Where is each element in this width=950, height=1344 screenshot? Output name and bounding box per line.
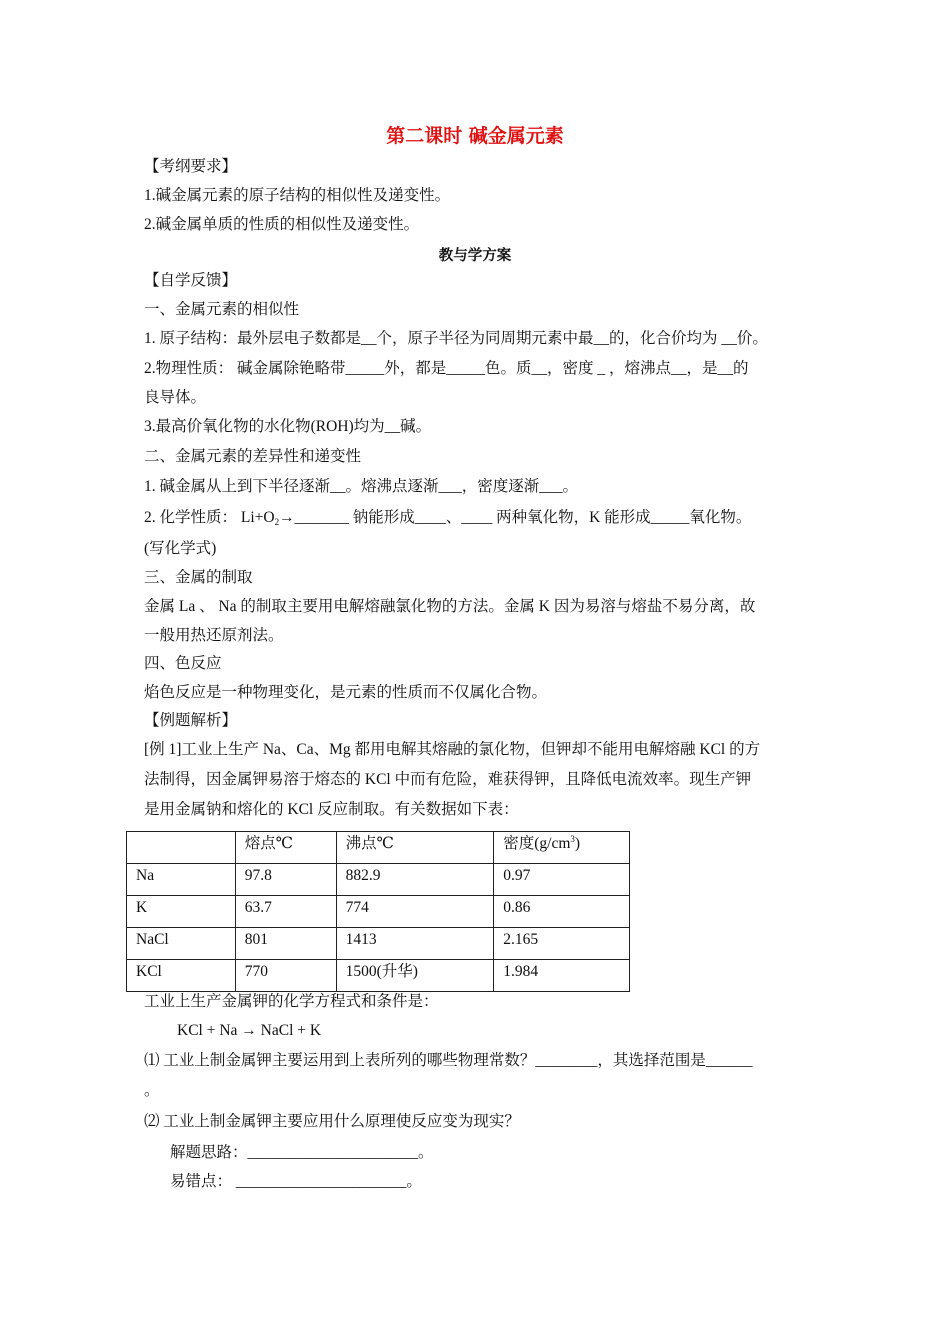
table-cell: 0.97 (494, 864, 630, 896)
example-paragraph-3: 是用金属钠和熔化的 KCl 反应制取。有关数据如下表： (144, 801, 519, 818)
density-unit-superscript: 3 (570, 834, 575, 844)
table-header-cell: 沸点℃ (336, 832, 494, 864)
table-cell: 63.7 (235, 896, 336, 928)
table-row (127, 864, 630, 896)
table-row (127, 960, 630, 992)
table-cell: 0.86 (494, 896, 630, 928)
table-header-cell: 熔点℃ (235, 832, 336, 864)
table-cell: KCl (127, 960, 236, 992)
section-1-line-3: 良导体。 (144, 389, 207, 406)
section-4-line-1: 焰色反应是一种物理变化，是元素的性质而不仅属化合物。 (144, 684, 548, 701)
question-1: ⑴ 工业上制金属钾主要运用到上表所列的哪些物理常数？________，其选择范围是______ (144, 1052, 753, 1069)
syllabus-heading: 【考纲要求】 (144, 158, 238, 175)
section-3-heading: 三、金属的制取 (144, 569, 253, 586)
table-cell: 882.9 (336, 864, 494, 896)
table-cell: 801 (235, 928, 336, 960)
table-cell: 774 (336, 896, 494, 928)
section-3-line-2: 一般用热还原剂法。 (144, 627, 284, 644)
table-cell: 1500(升华) (336, 960, 494, 992)
o2-subscript: 2 (274, 517, 280, 527)
example-paragraph-2: 法制得，因金属钾易溶于熔态的 KCl 中而有危险，难获得钾，且降低电流效率。现生产钾 (144, 771, 752, 788)
density-header-text: 密度(g/cm (503, 835, 571, 852)
self-study-heading: 【自学反馈】 (144, 272, 238, 289)
li-o2-prefix: 2. 化学性质： Li+O (144, 509, 275, 526)
thinking-blank: 解题思路：______________________。 (170, 1144, 434, 1161)
li-o2-rest: →_______ 钠能形成____、____ 两种氧化物，K 能形成_____氧化物。 (279, 509, 752, 526)
plan-heading: 教与学方案 (438, 248, 512, 264)
question-2: ⑵ 工业上制金属钾主要应用什么原理使反应变为现实？ (144, 1113, 520, 1130)
table-header-cell (494, 832, 630, 864)
table-cell: NaCl (127, 928, 236, 960)
section-2-heading: 二、金属元素的差异性和递变性 (144, 448, 362, 465)
density-header-close: ) (574, 835, 581, 852)
question-1-continuation: 。 (144, 1082, 160, 1099)
table-cell: K (127, 896, 236, 928)
example-heading: 【例题解析】 (144, 712, 238, 729)
table-cell: Na (127, 864, 236, 896)
table-cell: 1.984 (494, 960, 630, 992)
page-title: 第二课时 碱金属元素 (386, 125, 564, 147)
section-1-line-4: 3.最高价氧化物的水化物(ROH)均为__碱。 (144, 418, 432, 435)
section-2-line-2 (144, 508, 751, 528)
table-header-row (127, 832, 630, 864)
equation-intro: 工业上生产金属钾的化学方程式和条件是： (144, 993, 439, 1010)
section-1-line-1: 1. 原子结构：最外层电子数都是__个，原子半径为同周期元素中最__的，化合价均为 __价。 (144, 330, 768, 347)
table-cell: 770 (235, 960, 336, 992)
section-1-heading: 一、金属元素的相似性 (144, 301, 300, 318)
table-cell: 2.165 (494, 928, 630, 960)
syllabus-item-2: 2.碱金属单质的性质的相似性及递变性。 (144, 216, 420, 233)
syllabus-item-1: 1.碱金属元素的原子结构的相似性及递变性。 (144, 187, 451, 204)
section-4-heading: 四、色反应 (144, 655, 222, 672)
section-2-line-3: (写化学式) (144, 540, 217, 557)
section-1-line-2: 2.物理性质： 碱金属除铯略带_____外，都是_____色。质__，密度 _ ，熔沸点__，是__的 (144, 360, 749, 377)
table-cell: 97.8 (235, 864, 336, 896)
section-2-line-1: 1. 碱金属从上到下半径逐渐__。熔沸点逐渐___，密度逐渐___。 (144, 478, 579, 495)
table-row (127, 896, 630, 928)
chemical-equation: KCl + Na → NaCl + K (177, 1022, 322, 1039)
pitfall-blank: 易错点： ______________________。 (170, 1173, 422, 1190)
properties-table (126, 831, 630, 992)
table-header-cell (127, 832, 236, 864)
table-row (127, 928, 630, 960)
example-paragraph-1: [例 1]工业上生产 Na、Ca、Mg 都用电解其熔融的氯化物，但钾却不能用电解熔融 KCl 的方 (144, 741, 761, 758)
section-3-line-1: 金属 La 、 Na 的制取主要用电解熔融氯化物的方法。金属 K 因为易溶与熔盐不易分离，故 (144, 598, 756, 615)
table-cell: 1413 (336, 928, 494, 960)
